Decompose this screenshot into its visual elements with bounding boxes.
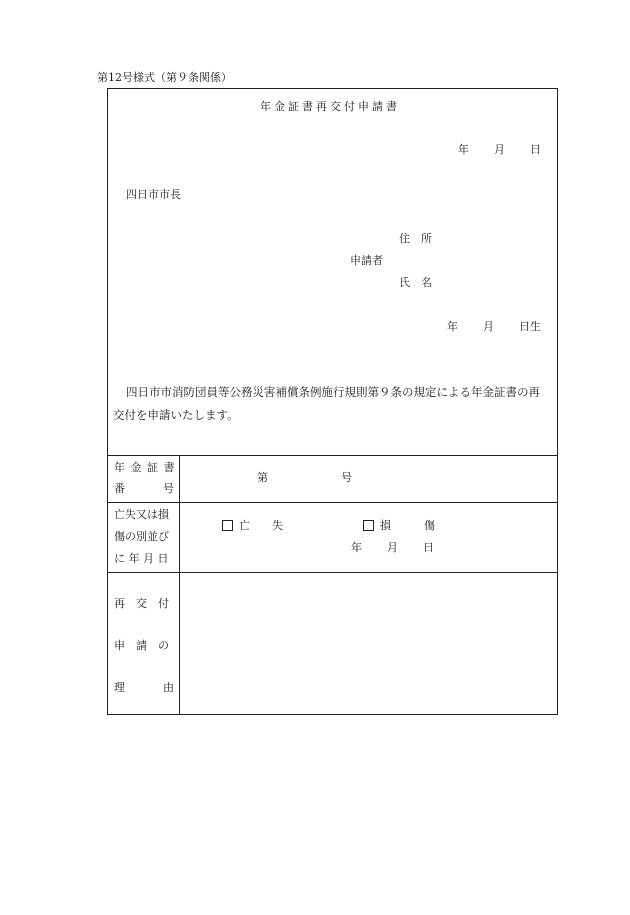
body-text-line1: 四日市市消防団員等公務災害補償条例施行規則第９条の規定による年金証書の再	[126, 385, 540, 399]
loss-date-year: 年	[351, 541, 362, 554]
applicant-label: 申請者	[350, 254, 383, 267]
reason-label-line2: 申 請 の	[114, 639, 169, 652]
reason-label-line3-left: 理	[114, 681, 125, 694]
name-label: 氏 名	[399, 276, 432, 289]
birth-year-label: 年	[447, 320, 458, 333]
certificate-number-label-line2-left: 番	[114, 482, 125, 495]
option-lost-label: 亡 失	[239, 519, 283, 532]
divider-row-2	[107, 572, 558, 573]
loss-date-month: 月	[387, 541, 398, 554]
certificate-number-dai: 第	[257, 471, 268, 484]
option-damaged-label: 損 傷	[380, 519, 435, 532]
birth-month-label: 月	[483, 320, 494, 333]
certificate-number-label-line2-right: 号	[163, 482, 174, 495]
loss-label-line3: に 年 月 日	[114, 552, 169, 565]
certificate-number-label-line1: 年 金 証 書	[114, 461, 176, 474]
body-text-line2: 交付を申請いたします。	[113, 408, 239, 422]
reason-label-line1: 再 交 付	[114, 597, 169, 610]
checkbox-damaged[interactable]	[363, 520, 374, 531]
reason-label-line3-right: 由	[163, 681, 174, 694]
certificate-number-go: 号	[341, 471, 352, 484]
address-label: 住 所	[399, 232, 432, 245]
divider-label-column	[179, 455, 180, 715]
addressee: 四日市市長	[126, 188, 181, 201]
divider-table-top	[107, 455, 558, 456]
date-month-label: 月	[494, 143, 505, 156]
loss-label-line1: 亡失又は損	[114, 508, 169, 521]
form-number: 第12号様式（第９条関係）	[97, 71, 232, 84]
loss-label-line2: 傷の別並び	[114, 530, 169, 543]
document-title: 年金証書再交付申請書	[260, 100, 400, 113]
checkbox-lost[interactable]	[222, 520, 233, 531]
date-year-label: 年	[458, 143, 469, 156]
date-day-label: 日	[530, 143, 541, 156]
loss-date-day: 日	[423, 541, 434, 554]
birth-day-label: 日生	[519, 320, 541, 333]
reason-field[interactable]	[181, 574, 556, 713]
divider-row-1	[107, 502, 558, 503]
